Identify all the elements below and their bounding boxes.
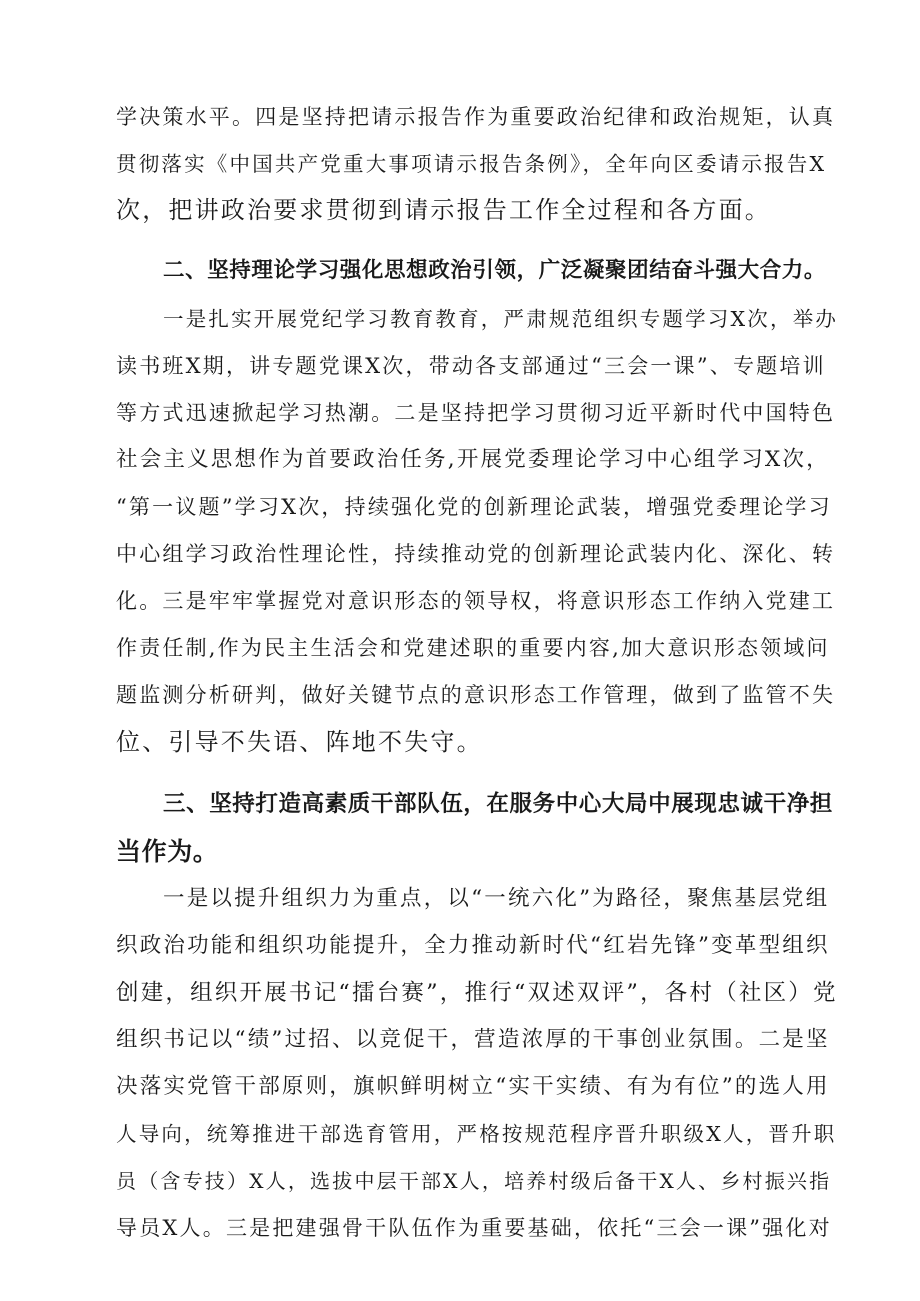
text-line: 创建，组织开展书记“擂台赛”，推行“双述双评”，各村（社区）党 — [116, 980, 838, 1006]
section-heading: 三、坚持打造高素质干部队伍，在服务中心大局中展现忠诚干净担 — [163, 791, 833, 817]
text-line: 题监测分析研判，做好关键节点的意识形态工作管理，做到了监管不失 — [116, 683, 836, 707]
section-heading: 当作为。 — [116, 837, 219, 866]
text-line: 中心组学习政治性理论性，持续推动党的创新理论武装内化、深化、转 — [116, 542, 836, 566]
text-line: 学决策水平。四是坚持把请示报告作为重要政治纪律和政治规矩，认真 — [116, 105, 836, 129]
text-line: 位、引导不失语、阵地不失守。 — [116, 728, 483, 756]
text-line: 化。三是牢牢掌握党对意识形态的领导权，将意识形态工作纳入党建工 — [116, 589, 836, 613]
text-line: 等方式迅速掀起学习热潮。二是坚持把学习贯彻习近平新时代中国特色 — [116, 401, 836, 425]
text-line: 织政治功能和组织功能提升，全力推动新时代“红岩先锋”变革型组织 — [116, 933, 830, 958]
text-line: “第一议题”学习X次，持续强化党的创新理论武装，增强党委理论学习 — [116, 495, 832, 519]
text-line: 次，把讲政治要求贯彻到请示报告工作全过程和各方面。 — [116, 196, 771, 224]
text-line: 贯彻落实《中国共产党重大事项请示报告条例》，全年向区委请示报告X — [116, 152, 827, 176]
text-line: 决落实党管干部原则，旗帜鲜明树立“实干实绩、有为有位”的选人用 — [116, 1074, 830, 1099]
section-heading: 二、坚持理论学习强化思想政治引领，广泛凝聚团结奋斗强大合力。 — [163, 258, 827, 283]
text-line: 导员X人。三是把建强骨干队伍作为重要基础，依托“三会一课”强化对 — [116, 1216, 832, 1240]
text-line: 作责任制,作为民主生活会和党建述职的重要内容,加大意识形态领域问 — [116, 636, 830, 660]
text-line: 一是扎实开展党纪学习教育教育，严肃规范组织专题学习X次，举办 — [163, 307, 839, 331]
text-line: 一是以提升组织力为重点，以“一统六化”为路径，聚焦基层党组 — [163, 886, 830, 911]
text-line: 组织书记以“绩”过招、以竞促干，营造浓厚的干事创业氛围。二是坚 — [116, 1027, 830, 1052]
text-line: 读书班X期，讲专题党课X次，带动各支部通过“三会一课”、专题培训 — [116, 354, 826, 378]
text-line: 员（含专技）X人，选拔中层干部X人，培养村级后备干X人、乡村振兴指 — [116, 1169, 832, 1193]
text-line: 社会主义思想作为首要政治任务,开展党委理论学习中心组学习X次， — [116, 447, 830, 472]
text-line: 人导向，统筹推进干部选育管用，严格按规范程序晋升职级X人，晋升职 — [116, 1122, 837, 1146]
